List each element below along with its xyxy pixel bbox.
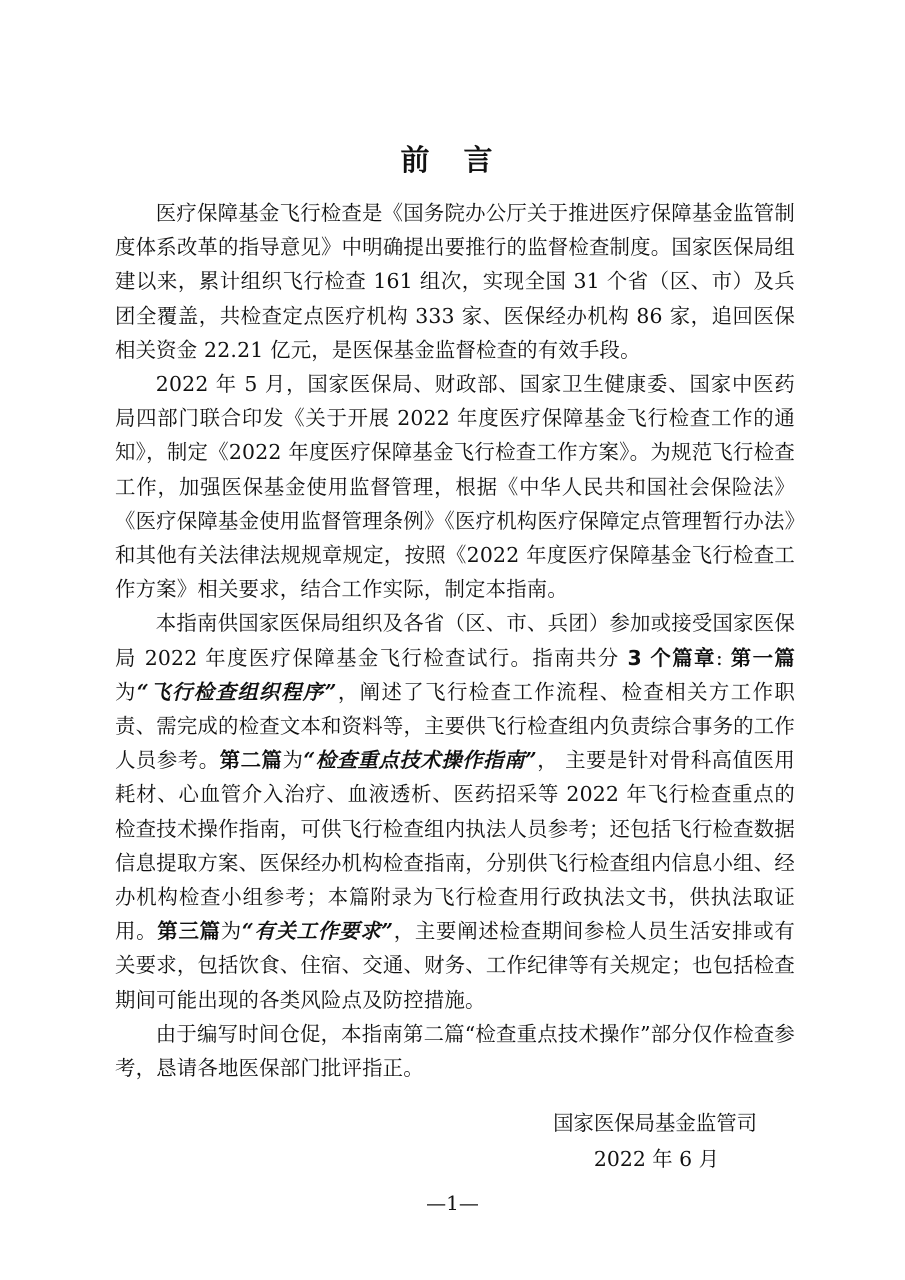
paragraph-3-text: 为 <box>282 748 304 773</box>
paragraph-3-text: 为 <box>115 679 137 704</box>
paragraph-3-text: : <box>715 645 731 670</box>
paragraph-3-text: ， 主要是针对骨科高值医用耗材、心血管介入治疗、血液透析、医药招采等 2022 年飞行检查重点的检查技术操作指南，可供飞行检查组内执法人员参考；还包括飞行检查数据信息提取方案、医保经办机构检查指南，分别供飞行检查组内信息小组、经办机构检查小组参考；本篇附录为飞行检查用行政执法文书，供执法取证用。 <box>115 748 796 944</box>
page-title: 前 言 <box>400 143 505 177</box>
paragraph-3-text: 本指南供国家医保局组织及各省（区、市、兵团）参加或接受国家医保局 2022 年度医疗保障基金飞行检查试行。指南共分 <box>115 611 795 670</box>
paragraph-1: 医疗保障基金飞行检查是《国务院办公厅关于推进医疗保障基金监管制度体系改革的指导意见》中明确提出要推行的监督检查制度。国家医保局组建以来，累计组织飞行检查 161 组次，实现全国 31 个省（区、市）及兵团全覆盖，共检查定点医疗机构 333 家、医保经办机构 86 家，追回医保相关资金 22.21 亿元，是医保基金监督检查的有效手段。 <box>115 201 795 362</box>
signature: 国家医保局基金监管司 <box>553 1111 757 1135</box>
paragraph-3-text: 为 <box>220 919 242 944</box>
page-number: —1— <box>426 1191 479 1215</box>
part-three-title: “有关工作要求” <box>241 919 394 944</box>
part-two-label: 第二篇 <box>219 748 283 773</box>
paragraph-3 <box>115 606 795 1016</box>
chapter-count: 3 个篇章 <box>627 645 716 670</box>
part-one-label: 第一篇 <box>730 645 795 670</box>
signature-date: 2022 年 6 月 <box>593 1147 719 1171</box>
paragraph-2: 2022 年 5 月，国家医保局、财政部、国家卫生健康委、国家中医药局四部门联合印发《关于开展 2022 年度医疗保障基金飞行检查工作的通知》，制定《2022 年度医疗保障基金飞行检查工作方案》。为规范飞行检查工作，加强医保基金使用监督管理，根据《中华人民共和国社会保险法》《医疗保障基金使用监督管理条例》《医疗机构医疗保障定点管理暂行办法》和其他有关法律法规规章规定，按照《2022 年度医疗保障基金飞行检查工作方案》相关要求，结合工作实际，制定本指南。 <box>115 372 795 602</box>
part-two-title: “检查重点技术操作指南” <box>303 748 537 773</box>
part-one-title: “飞行检查组织程序” <box>136 679 337 704</box>
part-three-label: 第三篇 <box>157 919 221 944</box>
paragraph-3-text: ，阐述了飞行检查工作流程、检查相关方工作职责、需完成的检查文本和资料等，主要供飞行检查组内负责综合事务的工作人员参考。 <box>115 679 795 773</box>
paragraph-4: 由于编写时间仓促，本指南第二篇“检查重点技术操作”部分仅作检查参考，恳请各地医保部门批评指正。 <box>115 1021 795 1081</box>
paragraph-3-text: ，主要阐述检查期间参检人员生活安排或有关要求，包括饮食、住宿、交通、财务、工作纪律等有关规定；也包括检查期间可能出现的各类风险点及防控措施。 <box>115 919 795 1012</box>
document-body <box>115 196 795 1085</box>
